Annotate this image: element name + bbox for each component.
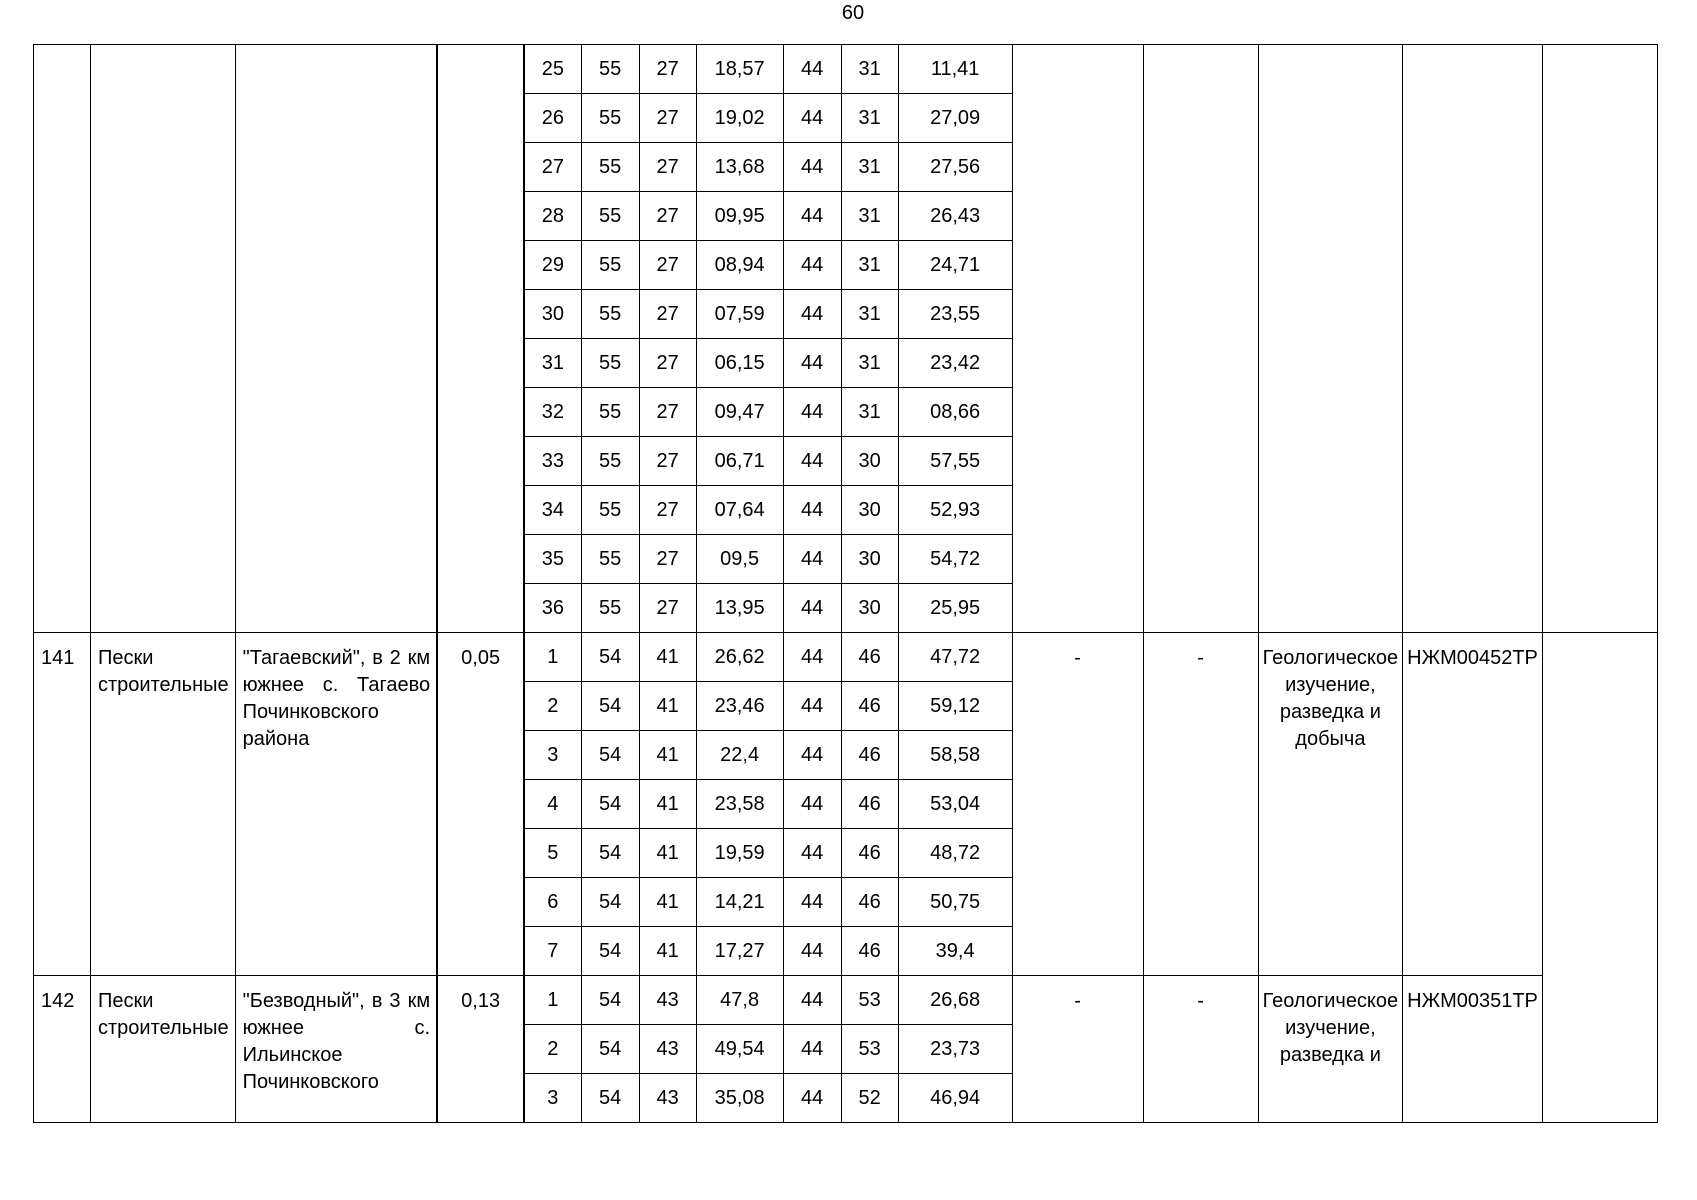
lon-degrees: 44 xyxy=(783,388,841,437)
entry-col-b xyxy=(1143,976,1258,1123)
area-cell-continued xyxy=(437,45,524,633)
lon-degrees: 44 xyxy=(783,633,841,682)
lat-seconds: 09,5 xyxy=(696,535,783,584)
lat-seconds: 07,59 xyxy=(696,290,783,339)
lon-seconds: 54,72 xyxy=(898,535,1012,584)
point-number: 2 xyxy=(524,682,581,731)
lon-minutes: 46 xyxy=(841,633,898,682)
lon-minutes: 30 xyxy=(841,535,898,584)
lon-minutes: 31 xyxy=(841,192,898,241)
point-number: 28 xyxy=(524,192,581,241)
lon-seconds: 39,4 xyxy=(898,927,1012,976)
point-number: 36 xyxy=(524,584,581,633)
lat-seconds: 08,94 xyxy=(696,241,783,290)
lat-minutes: 41 xyxy=(639,780,696,829)
lat-minutes: 27 xyxy=(639,437,696,486)
entry-mineral-text: Пески строительные xyxy=(98,647,229,696)
lat-seconds: 35,08 xyxy=(696,1074,783,1123)
point-number: 33 xyxy=(524,437,581,486)
lon-seconds: 24,71 xyxy=(898,241,1012,290)
table-body xyxy=(34,45,1658,1123)
lat-seconds: 18,57 xyxy=(696,45,783,94)
point-number: 3 xyxy=(524,731,581,780)
lon-degrees: 44 xyxy=(783,45,841,94)
point-number: 25 xyxy=(524,45,581,94)
notes-cell xyxy=(1542,633,1657,1123)
lon-minutes: 31 xyxy=(841,143,898,192)
purpose-cell-continued xyxy=(1258,45,1403,633)
lon-seconds: 58,58 xyxy=(898,731,1012,780)
lat-minutes: 43 xyxy=(639,976,696,1025)
lat-degrees: 55 xyxy=(581,143,639,192)
lat-degrees: 54 xyxy=(581,927,639,976)
lat-minutes: 27 xyxy=(639,290,696,339)
id-cell-continued xyxy=(34,45,91,633)
lon-seconds: 23,73 xyxy=(898,1025,1012,1074)
lon-minutes: 30 xyxy=(841,584,898,633)
lat-degrees: 55 xyxy=(581,192,639,241)
lon-degrees: 44 xyxy=(783,486,841,535)
table-row xyxy=(34,633,1658,682)
lon-seconds: 48,72 xyxy=(898,829,1012,878)
lat-minutes: 27 xyxy=(639,94,696,143)
point-number: 34 xyxy=(524,486,581,535)
entry-mineral xyxy=(91,976,236,1123)
lat-degrees: 54 xyxy=(581,780,639,829)
lon-minutes: 31 xyxy=(841,388,898,437)
lat-minutes: 27 xyxy=(639,388,696,437)
lon-degrees: 44 xyxy=(783,94,841,143)
license-cell-continued xyxy=(1403,45,1543,633)
lon-minutes: 31 xyxy=(841,339,898,388)
lon-degrees: 44 xyxy=(783,927,841,976)
lon-minutes: 30 xyxy=(841,437,898,486)
entry-purpose-text: Геологическое изучение, разведка и добыча xyxy=(1262,647,1399,750)
entry-id xyxy=(34,633,91,976)
lat-seconds: 47,8 xyxy=(696,976,783,1025)
entry-site xyxy=(235,976,437,1123)
lon-seconds: 59,12 xyxy=(898,682,1012,731)
lat-minutes: 27 xyxy=(639,241,696,290)
point-number: 35 xyxy=(524,535,581,584)
entry-col-b xyxy=(1143,633,1258,976)
entry-purpose-text: Геологическое изучение, разведка и xyxy=(1262,990,1399,1066)
lon-seconds: 50,75 xyxy=(898,878,1012,927)
lon-minutes: 53 xyxy=(841,1025,898,1074)
lon-minutes: 31 xyxy=(841,94,898,143)
lat-degrees: 54 xyxy=(581,731,639,780)
lat-minutes: 41 xyxy=(639,878,696,927)
point-number: 30 xyxy=(524,290,581,339)
entry-id-text: 141 xyxy=(41,647,75,669)
lat-seconds: 09,95 xyxy=(696,192,783,241)
entry-license-text: НЖМ00452ТР xyxy=(1407,647,1538,669)
lon-minutes: 46 xyxy=(841,829,898,878)
col-a-cell-continued xyxy=(1012,45,1143,633)
entry-license xyxy=(1403,633,1543,976)
lon-degrees: 44 xyxy=(783,829,841,878)
lat-seconds: 23,46 xyxy=(696,682,783,731)
lat-minutes: 41 xyxy=(639,682,696,731)
site-cell-continued xyxy=(235,45,437,633)
registry-table xyxy=(33,44,1658,1123)
table-row xyxy=(34,976,1658,1025)
lat-seconds: 07,64 xyxy=(696,486,783,535)
lon-minutes: 46 xyxy=(841,878,898,927)
lat-minutes: 27 xyxy=(639,339,696,388)
point-number: 3 xyxy=(524,1074,581,1123)
point-number: 32 xyxy=(524,388,581,437)
entry-id xyxy=(34,976,91,1123)
lon-seconds: 52,93 xyxy=(898,486,1012,535)
lon-degrees: 44 xyxy=(783,437,841,486)
lat-degrees: 55 xyxy=(581,339,639,388)
lon-minutes: 30 xyxy=(841,486,898,535)
lat-seconds: 19,59 xyxy=(696,829,783,878)
lon-minutes: 31 xyxy=(841,241,898,290)
entry-area-text: 0,05 xyxy=(461,647,501,669)
entry-id-text: 142 xyxy=(41,990,75,1012)
lon-seconds: 27,09 xyxy=(898,94,1012,143)
lat-seconds: 13,95 xyxy=(696,584,783,633)
lat-degrees: 55 xyxy=(581,290,639,339)
lon-degrees: 44 xyxy=(783,143,841,192)
lon-seconds: 26,43 xyxy=(898,192,1012,241)
lat-seconds: 26,62 xyxy=(696,633,783,682)
entry-purpose xyxy=(1258,976,1403,1123)
entry-area xyxy=(437,976,524,1123)
entry-area xyxy=(437,633,524,976)
lon-seconds: 27,56 xyxy=(898,143,1012,192)
lat-degrees: 54 xyxy=(581,1074,639,1123)
mineral-cell-continued xyxy=(91,45,236,633)
lat-degrees: 55 xyxy=(581,45,639,94)
lon-seconds: 11,41 xyxy=(898,45,1012,94)
lon-degrees: 44 xyxy=(783,976,841,1025)
point-number: 5 xyxy=(524,829,581,878)
point-number: 6 xyxy=(524,878,581,927)
lon-degrees: 44 xyxy=(783,731,841,780)
entry-license xyxy=(1403,976,1543,1123)
lat-degrees: 55 xyxy=(581,584,639,633)
lat-degrees: 54 xyxy=(581,682,639,731)
point-number: 1 xyxy=(524,633,581,682)
lon-degrees: 44 xyxy=(783,1025,841,1074)
lon-degrees: 44 xyxy=(783,535,841,584)
point-number: 4 xyxy=(524,780,581,829)
entry-site-text: "Безводный", в 3 км южнее с. Ильинское Починковского xyxy=(242,990,431,1093)
lat-minutes: 27 xyxy=(639,45,696,94)
entry-col-a-text: - xyxy=(1074,647,1081,669)
lat-seconds: 06,15 xyxy=(696,339,783,388)
lon-minutes: 46 xyxy=(841,731,898,780)
lon-degrees: 44 xyxy=(783,1074,841,1123)
lon-degrees: 44 xyxy=(783,290,841,339)
lat-minutes: 41 xyxy=(639,829,696,878)
lat-minutes: 27 xyxy=(639,535,696,584)
lon-minutes: 46 xyxy=(841,927,898,976)
lon-minutes: 52 xyxy=(841,1074,898,1123)
point-number: 26 xyxy=(524,94,581,143)
lat-degrees: 55 xyxy=(581,535,639,584)
lat-seconds: 49,54 xyxy=(696,1025,783,1074)
lat-degrees: 54 xyxy=(581,1025,639,1074)
lon-seconds: 08,66 xyxy=(898,388,1012,437)
lat-minutes: 41 xyxy=(639,927,696,976)
point-number: 1 xyxy=(524,976,581,1025)
lon-seconds: 26,68 xyxy=(898,976,1012,1025)
lon-minutes: 31 xyxy=(841,290,898,339)
lat-degrees: 54 xyxy=(581,633,639,682)
point-number: 27 xyxy=(524,143,581,192)
point-number: 29 xyxy=(524,241,581,290)
col-b-cell-continued xyxy=(1143,45,1258,633)
lat-minutes: 41 xyxy=(639,731,696,780)
lat-seconds: 17,27 xyxy=(696,927,783,976)
lat-degrees: 55 xyxy=(581,388,639,437)
point-number: 7 xyxy=(524,927,581,976)
lat-minutes: 27 xyxy=(639,192,696,241)
lon-minutes: 31 xyxy=(841,45,898,94)
lat-seconds: 09,47 xyxy=(696,388,783,437)
lon-seconds: 53,04 xyxy=(898,780,1012,829)
lat-degrees: 55 xyxy=(581,94,639,143)
lat-seconds: 23,58 xyxy=(696,780,783,829)
entry-license-text: НЖМ00351ТР xyxy=(1407,990,1538,1012)
point-number: 31 xyxy=(524,339,581,388)
lon-seconds: 25,95 xyxy=(898,584,1012,633)
lon-degrees: 44 xyxy=(783,878,841,927)
lon-minutes: 46 xyxy=(841,682,898,731)
lon-seconds: 46,94 xyxy=(898,1074,1012,1123)
point-number: 2 xyxy=(524,1025,581,1074)
entry-site-text: "Тагаевский", в 2 км южнее с. Тагаево Починковского района xyxy=(242,647,431,750)
lon-seconds: 23,55 xyxy=(898,290,1012,339)
lon-minutes: 53 xyxy=(841,976,898,1025)
lat-seconds: 06,71 xyxy=(696,437,783,486)
lon-degrees: 44 xyxy=(783,192,841,241)
lat-minutes: 27 xyxy=(639,486,696,535)
lon-degrees: 44 xyxy=(783,584,841,633)
lat-seconds: 19,02 xyxy=(696,94,783,143)
lat-minutes: 43 xyxy=(639,1074,696,1123)
lat-minutes: 27 xyxy=(639,143,696,192)
lat-minutes: 43 xyxy=(639,1025,696,1074)
page-number: 60 xyxy=(841,2,865,24)
lon-minutes: 46 xyxy=(841,780,898,829)
lon-degrees: 44 xyxy=(783,780,841,829)
lon-seconds: 47,72 xyxy=(898,633,1012,682)
lon-seconds: 23,42 xyxy=(898,339,1012,388)
entry-col-a xyxy=(1012,633,1143,976)
lon-degrees: 44 xyxy=(783,241,841,290)
entry-col-b-text: - xyxy=(1197,647,1204,669)
entry-col-b-text: - xyxy=(1197,990,1204,1012)
lat-degrees: 54 xyxy=(581,829,639,878)
table-row xyxy=(34,45,1658,94)
notes-cell-continued xyxy=(1542,45,1657,633)
lat-degrees: 54 xyxy=(581,976,639,1025)
entry-area-text: 0,13 xyxy=(461,990,501,1012)
lon-degrees: 44 xyxy=(783,339,841,388)
entry-mineral xyxy=(91,633,236,976)
entry-mineral-text: Пески строительные xyxy=(98,990,229,1039)
lat-minutes: 27 xyxy=(639,584,696,633)
lon-degrees: 44 xyxy=(783,682,841,731)
entry-col-a-text: - xyxy=(1074,990,1081,1012)
lat-degrees: 55 xyxy=(581,437,639,486)
entry-col-a xyxy=(1012,976,1143,1123)
lat-degrees: 55 xyxy=(581,241,639,290)
lon-seconds: 57,55 xyxy=(898,437,1012,486)
entry-purpose xyxy=(1258,633,1403,976)
lat-degrees: 54 xyxy=(581,878,639,927)
lat-degrees: 55 xyxy=(581,486,639,535)
lat-minutes: 41 xyxy=(639,633,696,682)
lat-seconds: 14,21 xyxy=(696,878,783,927)
entry-site xyxy=(235,633,437,976)
lat-seconds: 13,68 xyxy=(696,143,783,192)
lat-seconds: 22,4 xyxy=(696,731,783,780)
